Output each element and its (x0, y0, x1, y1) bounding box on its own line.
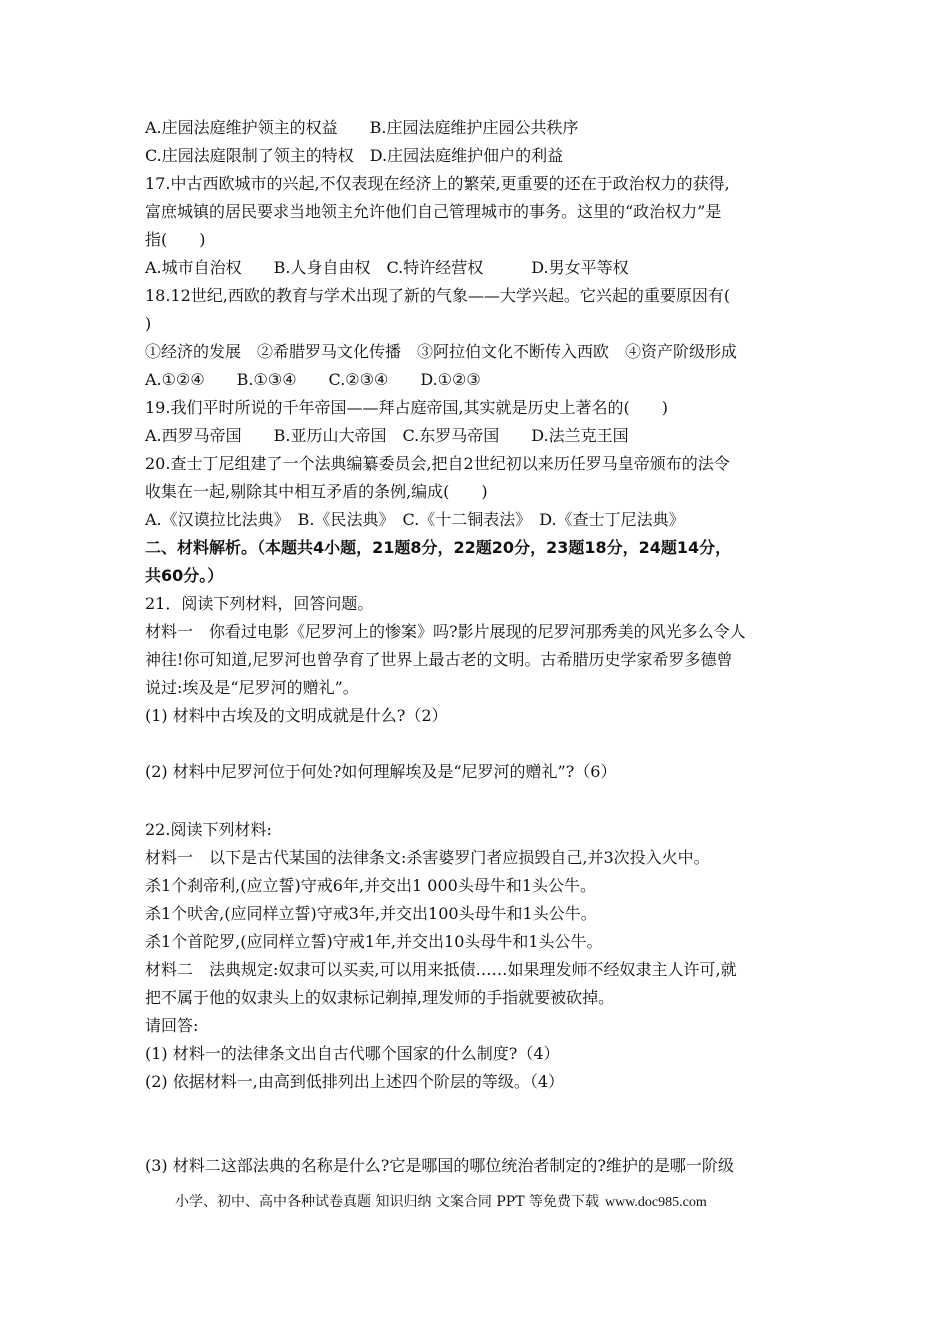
options-18: A.①②④ B.①③④ C.②③④ D.①②③ (145, 370, 481, 389)
question-22-3: (3) 材料二这部法典的名称是什么?它是哪国的哪位统治者制定的?维护的是哪一阶级 (145, 1156, 734, 1175)
material-21-line-3: 说过:埃及是“尼罗河的赠礼”。 (145, 678, 359, 697)
footer (175, 1193, 707, 1212)
option-line-16cd: C.庄园法庭限制了领主的特权 D.庄园法庭维护佃户的利益 (145, 146, 564, 165)
section-two-heading: 二、材料解析。（本题共4小题，21题8分，22题20分，23题18分，24题14分， (145, 538, 732, 557)
question-18-line-1: 18.12世纪,西欧的教育与学术出现了新的气象——大学兴起。它兴起的重要原因有( (145, 286, 731, 305)
options-20: A.《汉谟拉比法典》 B.《民法典》 C.《十二铜表法》 D.《查士丁尼法典》 (145, 510, 685, 529)
material-22-1-line-1: 材料一 以下是古代某国的法律条文:杀害婆罗门者应损毁自己,并3次投入火中。 (145, 848, 710, 867)
options-17: A.城市自治权 B.人身自由权 C.特许经营权 D.男女平等权 (145, 258, 629, 277)
question-19: 19.我们平时所说的千年帝国——拜占庭帝国,其实就是历史上著名的( ) (145, 398, 669, 417)
material-21-line-2: 神往!你可知道,尼罗河也曾孕育了世界上最古老的文明。古希腊历史学家希罗多德曾 (145, 650, 733, 669)
material-22-2-line-2: 把不属于他的奴隶头上的奴隶标记剃掉,理发师的手指就要被砍掉。 (145, 988, 615, 1007)
question-18-line-2: ) (145, 314, 152, 333)
options-19: A.西罗马帝国 B.亚历山大帝国 C.东罗马帝国 D.法兰克王国 (145, 426, 629, 445)
question-22-2: (2) 依据材料一,由高到低排列出上述四个阶层的等级。（4） (145, 1072, 565, 1091)
question-17-line-3: 指( ) (145, 230, 206, 249)
material-22-2-line-1: 材料二 法典规定:奴隶可以买卖,可以用来抵债……如果理发师不经奴隶主人许可,就 (145, 960, 737, 979)
question-20-line-2: 收集在一起,剔除其中相互矛盾的条例,编成( ) (145, 482, 488, 501)
material-22-1-line-2: 杀1个刹帝利,(应立誓)守戒6年,并交出1 000头母牛和1头公牛。 (145, 876, 597, 895)
footer-text: 小学、初中、高中各种试卷真题 知识归纳 文案合同 PPT 等免费下载 (175, 1194, 599, 1210)
question-17-line-1: 17.中古西欧城市的兴起,不仅表现在经济上的繁荣,更重要的还在于政治权力的获得, (145, 174, 730, 193)
material-21-line-1: 材料一 你看过电影《尼罗河上的惨案》吗?影片展现的尼罗河那秀美的风光多么令人 (145, 622, 746, 641)
question-18-items: ①经济的发展 ②希腊罗马文化传播 ③阿拉伯文化不断传入西欧 ④资产阶级形成 (145, 342, 738, 361)
footer-url[interactable]: www.doc985.com (604, 1195, 707, 1210)
question-21-title: 21．阅读下列材料，回答问题。 (145, 594, 374, 613)
question-22-1: (1) 材料一的法律条文出自古代哪个国家的什么制度?（4） (145, 1044, 560, 1063)
section-two-heading-cont: 共60分。） (145, 566, 224, 585)
question-22-title: 22.阅读下列材料: (145, 820, 272, 839)
answer-prompt: 请回答: (145, 1016, 199, 1035)
question-17-line-2: 富庶城镇的居民要求当地领主允许他们自己管理城市的事务。这里的“政治权力”是 (145, 202, 722, 221)
question-20-line-1: 20.查士丁尼组建了一个法典编纂委员会,把自2世纪初以来历任罗马皇帝颁布的法令 (145, 454, 730, 473)
material-22-1-line-3: 杀1个吠舍,(应同样立誓)守戒3年,并交出100头母牛和1头公牛。 (145, 904, 597, 923)
question-21-2: (2) 材料中尼罗河位于何处?如何理解埃及是“尼罗河的赠礼”?（6） (145, 762, 617, 781)
material-22-1-line-4: 杀1个首陀罗,(应同样立誓)守戒1年,并交出10头母牛和1头公牛。 (145, 932, 603, 951)
question-21-1: (1) 材料中古埃及的文明成就是什么?（2） (145, 706, 448, 725)
option-line-16ab: A.庄园法庭维护领主的权益 B.庄园法庭维护庄园公共秩序 (145, 118, 579, 137)
